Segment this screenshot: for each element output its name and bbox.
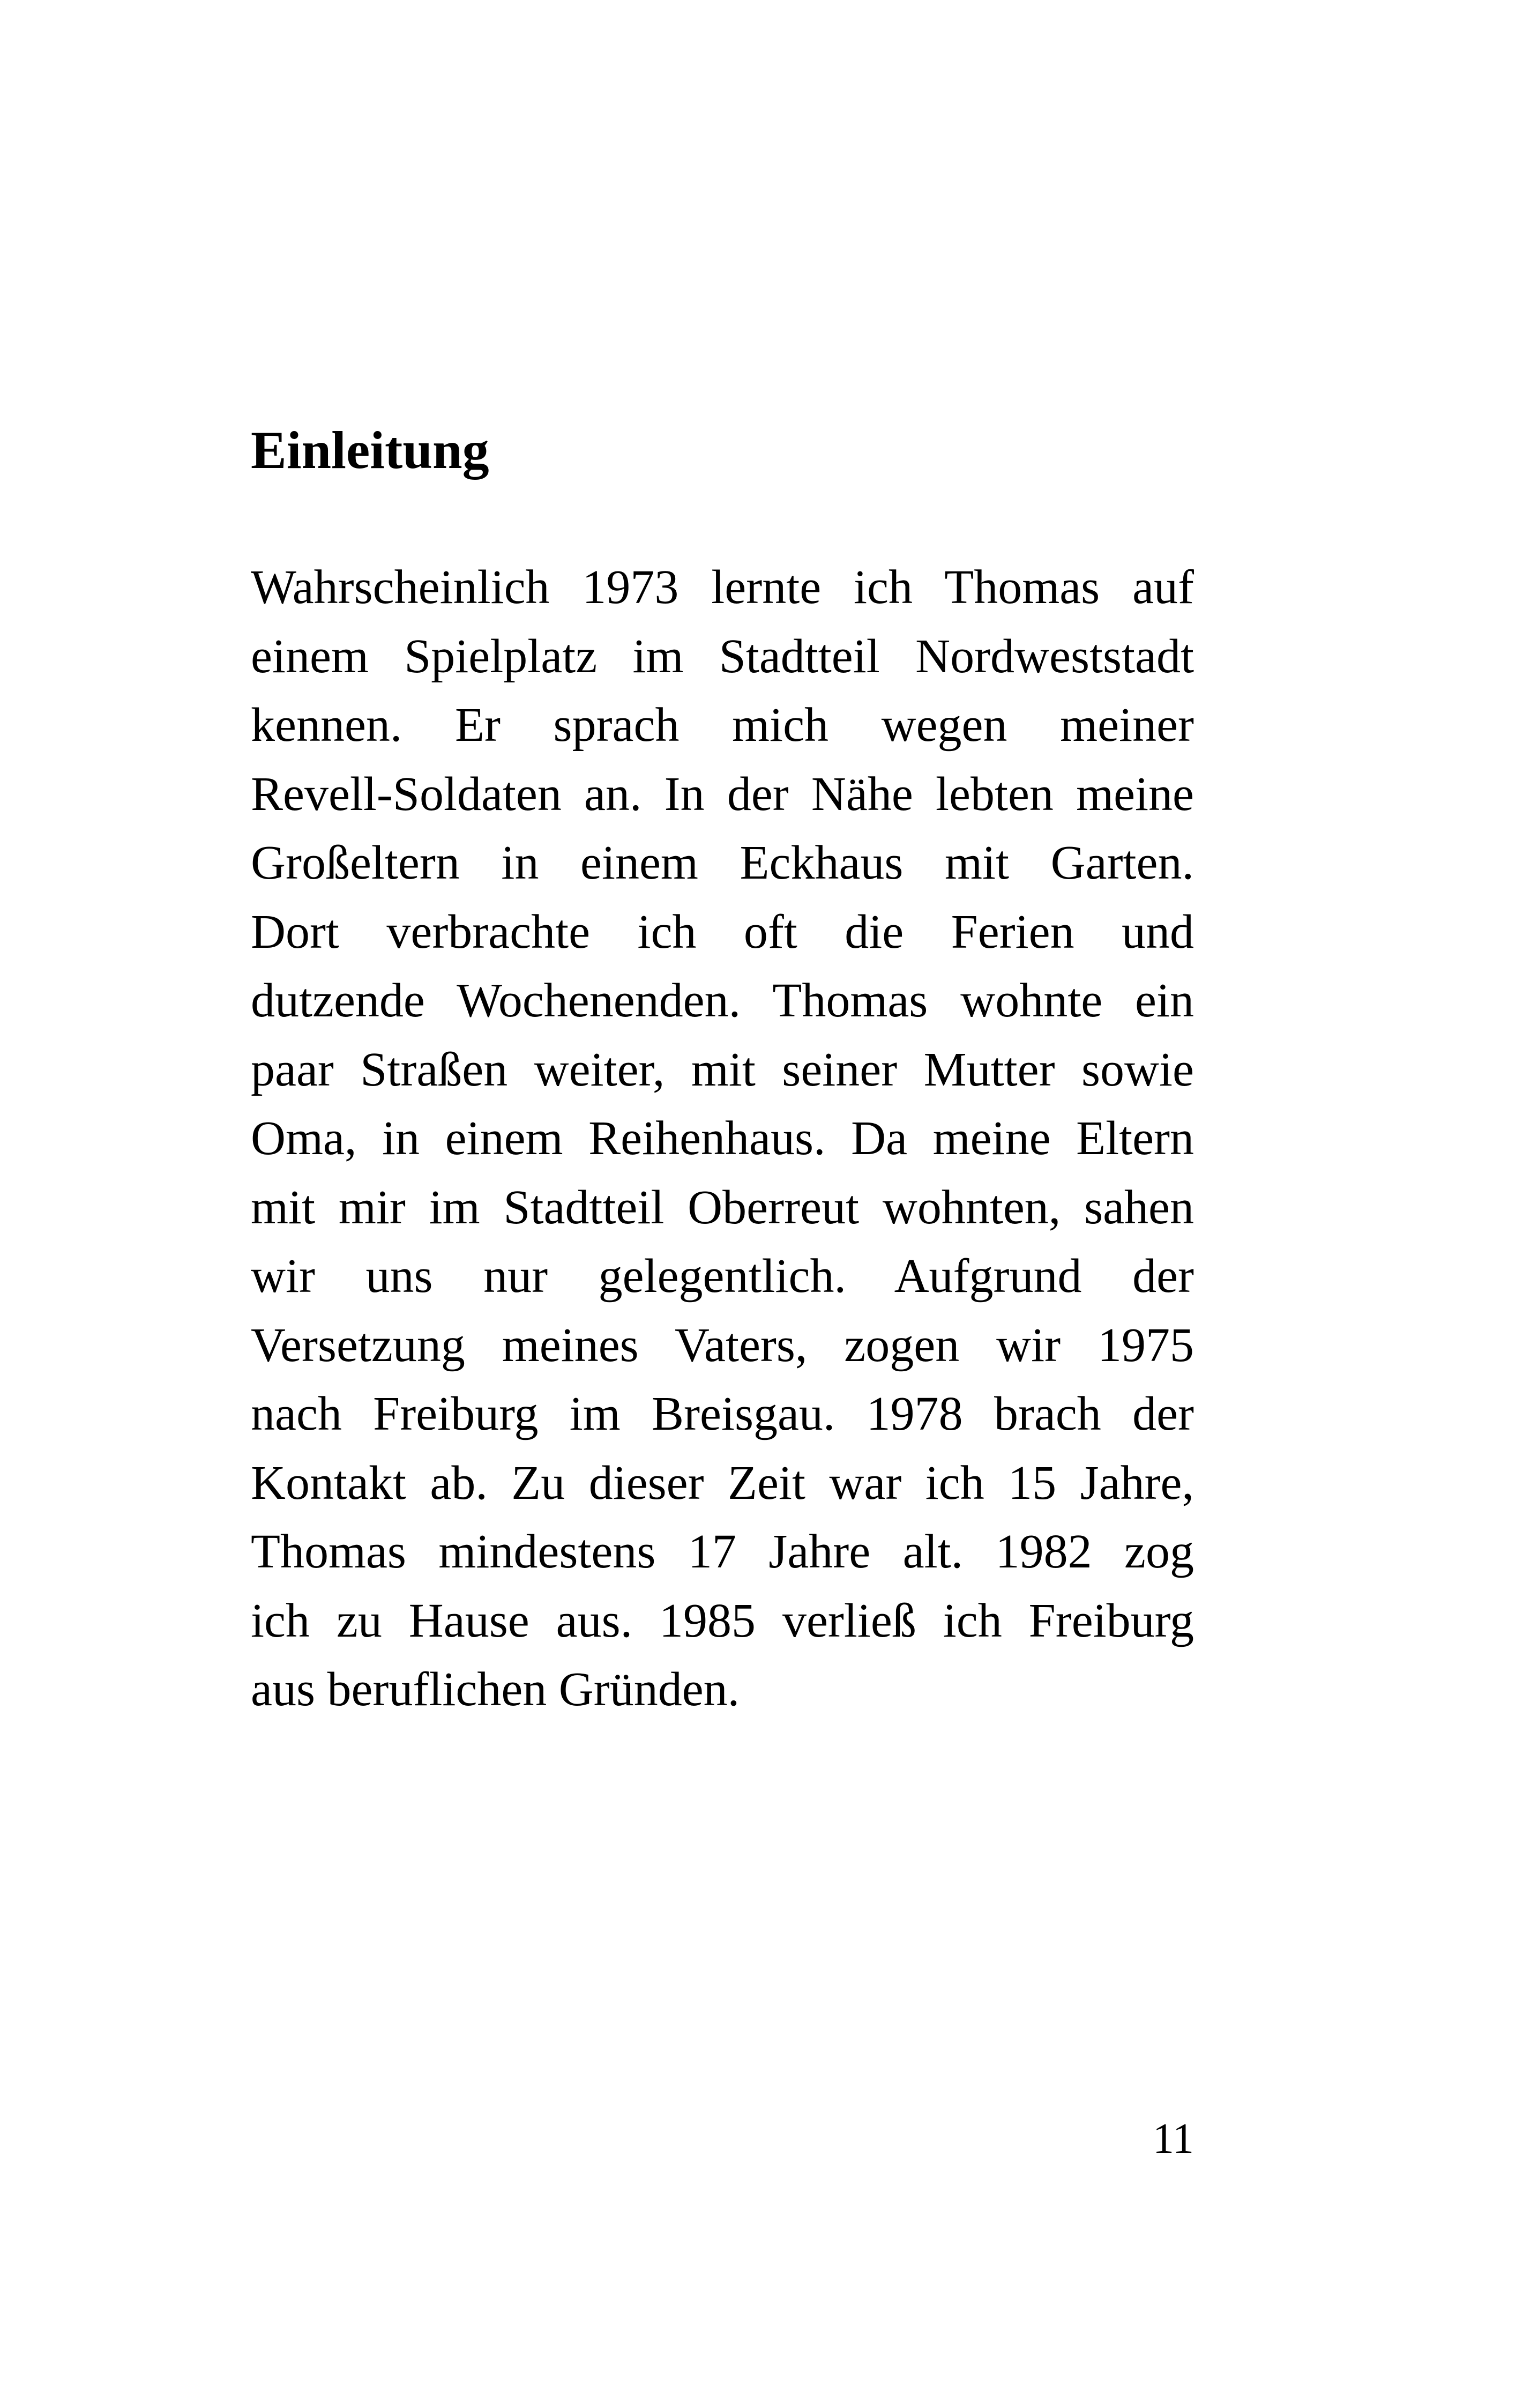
text-line: nach Freiburg im Breisgau. 1978 brach der bbox=[251, 1387, 1194, 1440]
text-line: Versetzung meines Vaters, zogen wir 1975 bbox=[251, 1318, 1194, 1372]
text-line: mit mir im Stadtteil Oberreut wohnten, sahen bbox=[251, 1180, 1194, 1234]
text-line: Dort verbrachte ich oft die Ferien und bbox=[251, 905, 1194, 958]
text-line: paar Straßen weiter, mit seiner Mutter sowie bbox=[251, 1043, 1194, 1096]
text-line: Oma, in einem Reihenhaus. Da meine Eltern bbox=[251, 1112, 1194, 1165]
chapter-title: Einleitung bbox=[251, 420, 489, 480]
text-line: Revell-Soldaten an. In der Nähe lebten meine bbox=[251, 767, 1194, 821]
text-line: kennen. Er sprach mich wegen meiner bbox=[251, 698, 1194, 752]
text-line: dutzende Wochenenden. Thomas wohnte ein bbox=[251, 974, 1194, 1027]
text-line: Großeltern in einem Eckhaus mit Garten. bbox=[251, 836, 1194, 889]
text-line: Kontakt ab. Zu dieser Zeit war ich 15 Jahre, bbox=[251, 1456, 1194, 1510]
page-number: 11 bbox=[1152, 2115, 1194, 2162]
text-line: ich zu Hause aus. 1985 verließ ich Freiburg bbox=[251, 1594, 1194, 1647]
text-line: aus beruflichen Gründen. bbox=[251, 1663, 740, 1716]
text-line: einem Spielplatz im Stadtteil Nordweststadt bbox=[251, 629, 1194, 683]
body-paragraph bbox=[251, 553, 1194, 1725]
text-line: wir uns nur gelegentlich. Aufgrund der bbox=[251, 1250, 1194, 1303]
text-line: Wahrscheinlich 1973 lernte ich Thomas auf bbox=[251, 561, 1194, 614]
text-line: Thomas mindestens 17 Jahre alt. 1982 zog bbox=[251, 1525, 1194, 1578]
